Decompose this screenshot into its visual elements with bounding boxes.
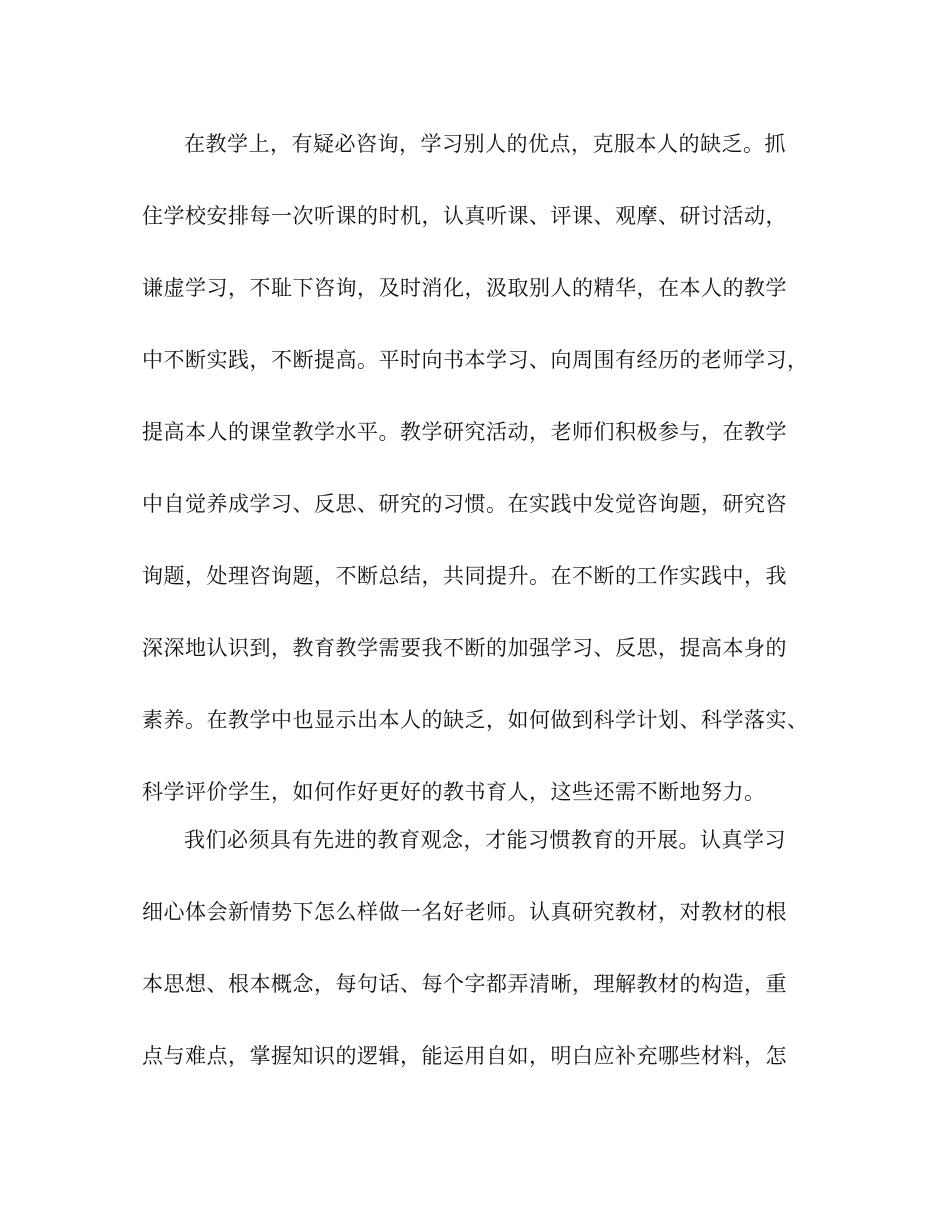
paragraph-1-line-10: 科学评价学生，如何作好更好的教书育人，这些还需不断地努力。 (142, 780, 766, 804)
paragraph-2-line-3: 本思想、根本概念，每句话、每个字都弄清晰，理解教材的构造，重 (142, 972, 787, 996)
paragraph-1-line-6: 中自觉养成学习、反思、研究的习惯。在实践中发觉咨询题，研究咨 (142, 492, 787, 516)
paragraph-2-line-2: 细心体会新情势下怎么样做一名好老师。认真研究教材，对教材的根 (142, 900, 787, 924)
paragraph-1-line-1: 在教学上，有疑必咨询，学习别人的优点，克服本人的缺乏。抓 (184, 132, 786, 156)
paragraph-1-line-8: 深深地认识到，教育教学需要我不断的加强学习、反思，提高本身的 (142, 636, 787, 660)
paragraph-1-line-2: 住学校安排每一次听课的时机，认真听课、评课、观摩、研讨活动， (142, 204, 787, 228)
paragraph-1-line-9: 素养。在教学中也显示出本人的缺乏，如何做到科学计划、科学落实、 (142, 708, 809, 732)
paragraph-2-line-1: 我们必须具有先进的教育观念，才能习惯教育的开展。认真学习 (184, 828, 786, 852)
document-body (142, 120, 822, 1104)
paragraph-1-line-5: 提高本人的课堂教学水平。教学研究活动，老师们积极参与，在教学 (142, 420, 787, 444)
paragraph-1-line-3: 谦虚学习，不耻下咨询，及时消化，汲取别人的精华，在本人的教学 (142, 276, 787, 300)
paragraph-1-line-4: 中不断实践，不断提高。平时向书本学习、向周围有经历的老师学习， (142, 348, 809, 372)
paragraph-1-line-7: 询题，处理咨询题，不断总结，共同提升。在不断的工作实践中，我 (142, 564, 787, 588)
paragraph-2-line-4: 点与难点，掌握知识的逻辑，能运用自如，明白应补充哪些材料，怎 (142, 1044, 787, 1068)
